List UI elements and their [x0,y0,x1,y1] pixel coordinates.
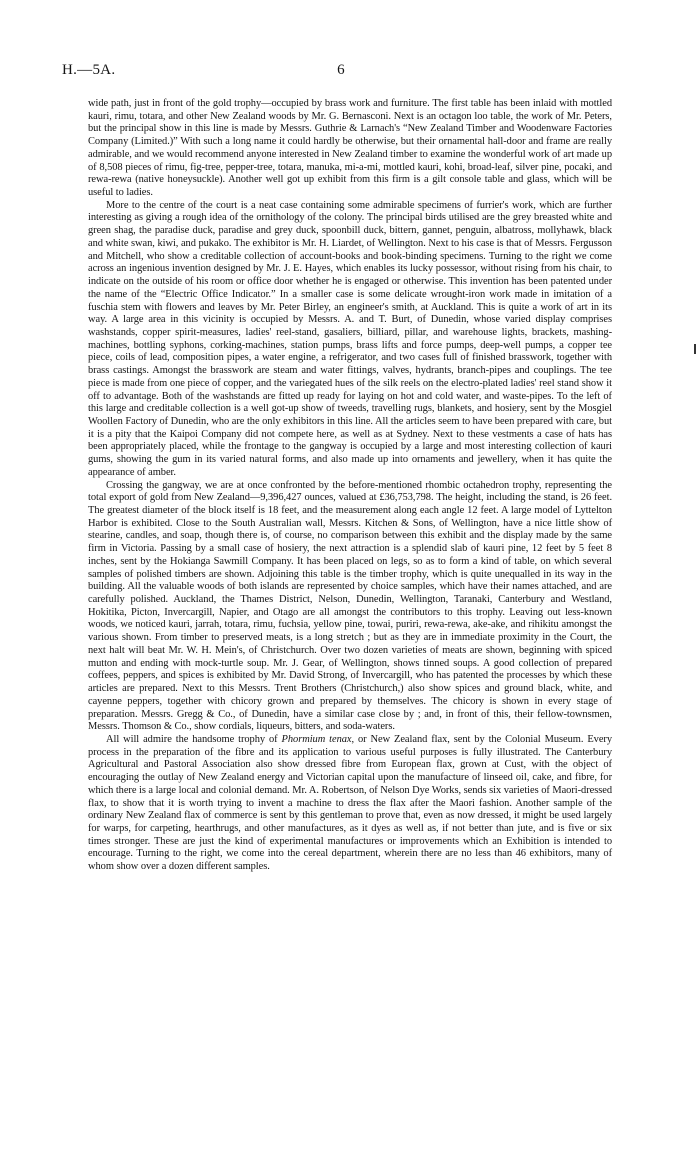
paragraph-brasswork-furniture [88,98,612,200]
paragraph-text: All will admire the handsome trophy of [106,733,282,745]
paragraph-text: Crossing the gangway, we are at once confronted by the before-mentioned rhombic octahedron trophy, representing the total export of gold from New Zealand—9,396,427 ounces, valued at £36,753,798. The height, including the stand, is 26 feet. The greatest diameter of the block itself is 18 feet, and the measurement along each angle 12 feet. A large model of Lyttelton Harbor is exhibited. Close to the South Australian wall, Messrs. Kitchen & Sons, of Wellington, have a nice little show of stearine, candles, and soap, though there is, of course, no comparison between this exhibit and the display made by the same firm in Victoria. Passing by a small case of hosiery, the next attraction is a splendid slab of kauri pine, 12 feet by 5 feet 8 inches, sent by the Hokianga Sawmill Company. It has been placed on legs, so as to form a kind of table, on which several samples of polished timbers are shown. Adjoining this table is the timber trophy, which is quite unequalled in its way in the building. All the valuable woods of both islands are represented by choice samples, which have their names attached, and are carefully polished. Auckland, the Thames District, Nelson, Dunedin, Wellington, Taranaki, Canterbury and Westland, Hokitika, Picton, Invercargill, Napier, and Otago are all amongst the contributors to this trophy. Leaving out less-known woods, we noticed kauri, jarrah, totara, rimu, fuchsia, yellow pine, towai, puriri, rewa-rewa, ake-ake, and rihikitu amongst the various shown. From timber to preserved meats, is a long stretch ; but as they are in immediate proximity in the Court, the next halt will beat Mr. W. H. Mein's, of Christchurch. Over two dozen varieties of meats are shown, beginning with spiced mutton and ending with mock-turtle soup. Mr. J. Gear, of Wellington, shows tinned soups. A good collection of prepared coffees, peppers, and spices is exhibited by Mr. David Strong, of Invercargill, who has patented the processes by which these articles are prepared. Next to this Messrs. Trent Brothers (Christchurch,) also show spices and ground black, white, and cayenne peppers, together with chicory grown and prepared by themselves. The chicory is shown in every stage of preparation. Messrs. Gregg & Co., of Dunedin, have a similar case close by ; and, in front of this, their fellow-townsmen, Messrs. Thomson & Co., show cordials, liqueurs, bitters, and soda-waters. [88,479,612,733]
paragraph-gold-trophy [88,480,612,734]
paragraph-text: More to the centre of the court is a neat case containing some admirable specimens of furrier's work, which are further interesting as giving a rough idea of the ornithology of the colony. The principal birds utilised are the grey breasted white and green shag, the paradise duck, paradise and grey duck, spoonbill duck, bittern, gannet, penguin, albatross, mollyhawk, black and white swan, kiwi, and pukako. The exhibitor is Mr. H. Liardet, of Wellington. Next to his case is that of Messrs. Fergusson and Mitchell, who show a creditable collection of account-books and book-binding specimens. Turning to the right we come across an ingenious invention designed by Mr. J. E. Hayes, which enables its lucky possessor, without rising from his chair, to indicate on the outside of his room or office door whether he is engaged or otherwise. This invention has been patented under the name of the “Electric Office Indicator.” In a smaller case is some delicate wrought-iron work made in imitation of a fuschia stem with flowers and leaves by Mr. Peter Birley, an engineer's smith, at Auckland. This is quite a work of art in its way. A large area in this vicinity is occupied by Messrs. A. and T. Burt, of Dunedin, whose varied display comprises washstands, copper spirit-measures, ladies' reel-stand, gasaliers, billiard, pillar, and warehouse lights, brackets, mashing-machines, bottling syphons, corking-machines, station pumps, brass lifts and force pumps, deep-well pumps, a copper tee piece, coils of lead, composition pipes, a water engine, a refrigerator, and two cases full of finished brasswork, together with brass castings. Amongst the brasswork are steam and water fittings, valves, hydrants, branch-pipes and couplings. The tee piece is made from one piece of copper, and the variegated hues of the silk reels on the electro-plated ladies' reel stand show it off to advantage. Both of the washstands are fitted up ready for laying on hot and cold water, and waste-pipes. To the left of this large and creditable collection is a well got-up show of tweeds, travelling rugs, blankets, and hosiery, sent by the Mosgiel Woollen Factory of Dunedin, who are the only exhibitors in this line. All the articles seem to have been prepared with care, but it is a pity that the Kaipoi Company did not compete here, as well as at Sydney. Next to these vestments a case of hats has been appropriately placed, while the frontage to the gangway is occupied by a large and most interesting collection of kauri gums, showing the gum in its varied natural forms, and also made up into ornaments and jewellery, when it has quite the appearance of amber. [88,199,612,478]
report-reference: H.—5A. [62,62,116,78]
species-name: Phormium tenax [281,733,352,745]
paragraph-text: , or New Zealand flax, sent by the Colonial Museum. Every process in the preparation of the fibre and its application to various useful purposes is fully illustrated. The Canterbury Agricultural and Pastoral Association also show dressed fibre from European flax, grown at Cust, with the object of encouraging the outlay of New Zealand energy and Victorian capital upon the manufacture of linseed oil, cake, and fibre, for which there is a large local and colonial demand. Mr. A. Robertson, of Nelson Dye Works, sends six varieties of Maori-dressed flax, to show that it is worth trying to invent a machine to dress the flax after the Maori fashion. Another sample of the ordinary New Zealand flax of commerce is sent by this gentleman to prove that, even as now dressed, it might be used largely for warps, for carpeting, hearthrugs, and other manufactures, as it dyes as well as, if not better than jute, and is five or six times stronger. These are just the kind of experimental manufactures or improvements which an Exhibition is intended to encourage. Turning to the right, we come into the cereal department, wherein there are no less than 46 exhibitors, many of whom show over a dozen different samples. [88,733,612,873]
margin-mark [694,344,696,354]
page-number: 6 [337,62,345,78]
paragraph-text: wide path, just in front of the gold trophy—occupied by brass work and furniture. The first table has been inlaid with mottled kauri, rimu, totara, and other New Zealand woods by Mr. G. Bernasconi. Next is an octagon loo table, the work of Mr. Peters, but the principal show in this line is made by Messrs. Guthrie & Larnach's “New Zealand Timber and Woodenware Factories Company (Limited.)” With such a long name it could hardly be otherwise, but their ornamental hall-door and frame are really admirable, and we would recommend anyone interested in New Zealand timber to examine the wonderful work of art made up of 8,508 pieces of rimu, fig-tree, pepper-tree, totara, manuka, mi-a-mi, mottled kauri, kohi, broad-leaf, silver pine, pocaki, and rewa-rewa (native honeysuckle). Another well got up exhibit from this firm is a gilt console table and glass, which will be useful to ladies. [88,98,612,199]
paragraph-furrier-work [88,200,612,480]
article-body [88,98,612,874]
page-header [62,62,620,82]
paragraph-flax-trophy [88,734,612,874]
